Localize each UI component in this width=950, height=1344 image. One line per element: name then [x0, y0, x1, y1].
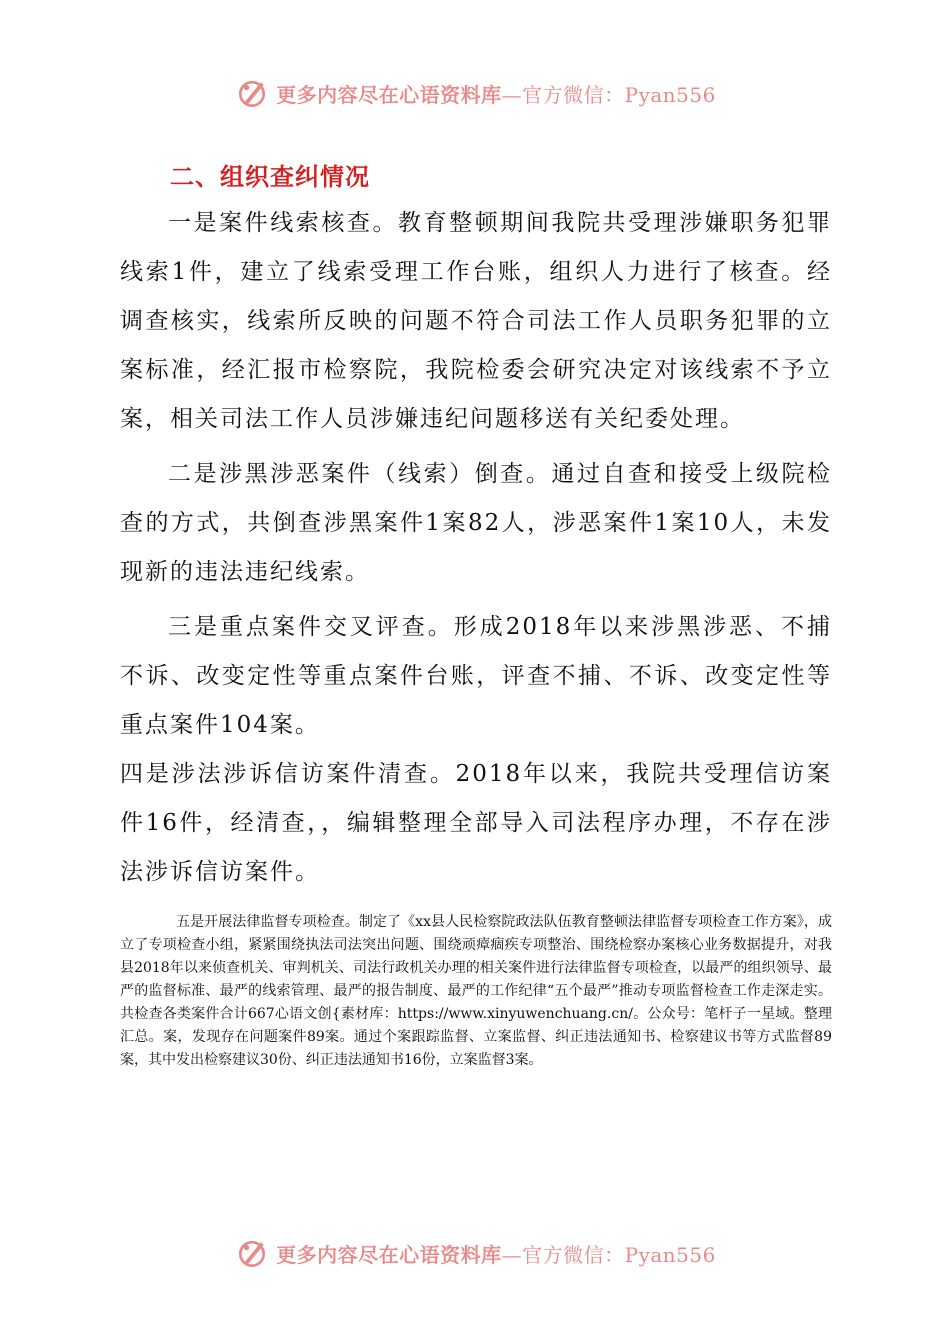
pen-circle-logo-icon — [234, 75, 270, 111]
document-body — [120, 155, 832, 1072]
paragraph-legal-supervision-check: 五是开展法律监督专项检查。制定了《xx县人民检察院政法队伍教育整顿法律监督专项检查工作方案》，成立了专项检查小组，紧紧围绕执法司法突出问题、围绕顽瘴痼疾专项整治、围绕检察办案核心业务数据提升，对我县2018年以来侦查机关、审判机关、司法行政机关办理的相关案件进行法律监督专项检查，以最严的组织领导、最严的监督标准、最严的线索管理、最严的报告制度、最严的工作纪律“五个最严”推动专项监督检查工作走深走实。共检查各类案件合计667心语文创{素材库：https://www.xinyuwenchuang.cn/。公众号：笔杆子一星域。整理汇总。案，发现存在问题案件89案。通过个案跟踪监督、立案监督、纠正违法通知书、检察建议书等方式监督89案，其中发出检察建议30份、纠正违法通知书16份，立案监督3案。 — [120, 914, 832, 1068]
paragraph-key-case-review: 三是重点案件交叉评查。形成2018年以来涉黑涉恶、不捕不诉、改变定性等重点案件台账，评查不捕、不诉、改变定性等重点案件104案。 — [120, 614, 832, 738]
paragraph-gang-case-review: 二是涉黑涉恶案件（线索）倒查。通过自查和接受上级院检查的方式，共倒查涉黑案件1案82人，涉恶案件1案10人，未发现新的违法违纪线索。 — [120, 461, 832, 585]
pen-circle-logo-icon — [234, 1235, 270, 1271]
header-banner — [0, 73, 950, 113]
header-banner-text: 更多内容尽在心语资料库—官方微信：Pyan556 — [276, 82, 716, 107]
paragraph-petition-case-check: 四是涉法涉诉信访案件清查。2018年以来，我院共受理信访案件16件，经清查，，编辑整理全部导入司法程序办理，不存在涉法涉诉信访案件。 — [120, 761, 832, 885]
footer-banner — [0, 1233, 950, 1273]
paragraph-case-clue-check: 一是案件线索核查。教育整顿期间我院共受理涉嫌职务犯罪线索1件，建立了线索受理工作台账，组织人力进行了核查。经调查核实，线索所反映的问题不符合司法工作人员职务犯罪的立案标准，经汇报市检察院，我院检委会研究决定对该线索不予立案，相关司法工作人员涉嫌违纪问题移送有关纪委处理。 — [120, 210, 832, 432]
footer-banner-text: 更多内容尽在心语资料库—官方微信：Pyan556 — [276, 1242, 716, 1267]
section-title: 二、组织查纠情况 — [170, 163, 370, 191]
